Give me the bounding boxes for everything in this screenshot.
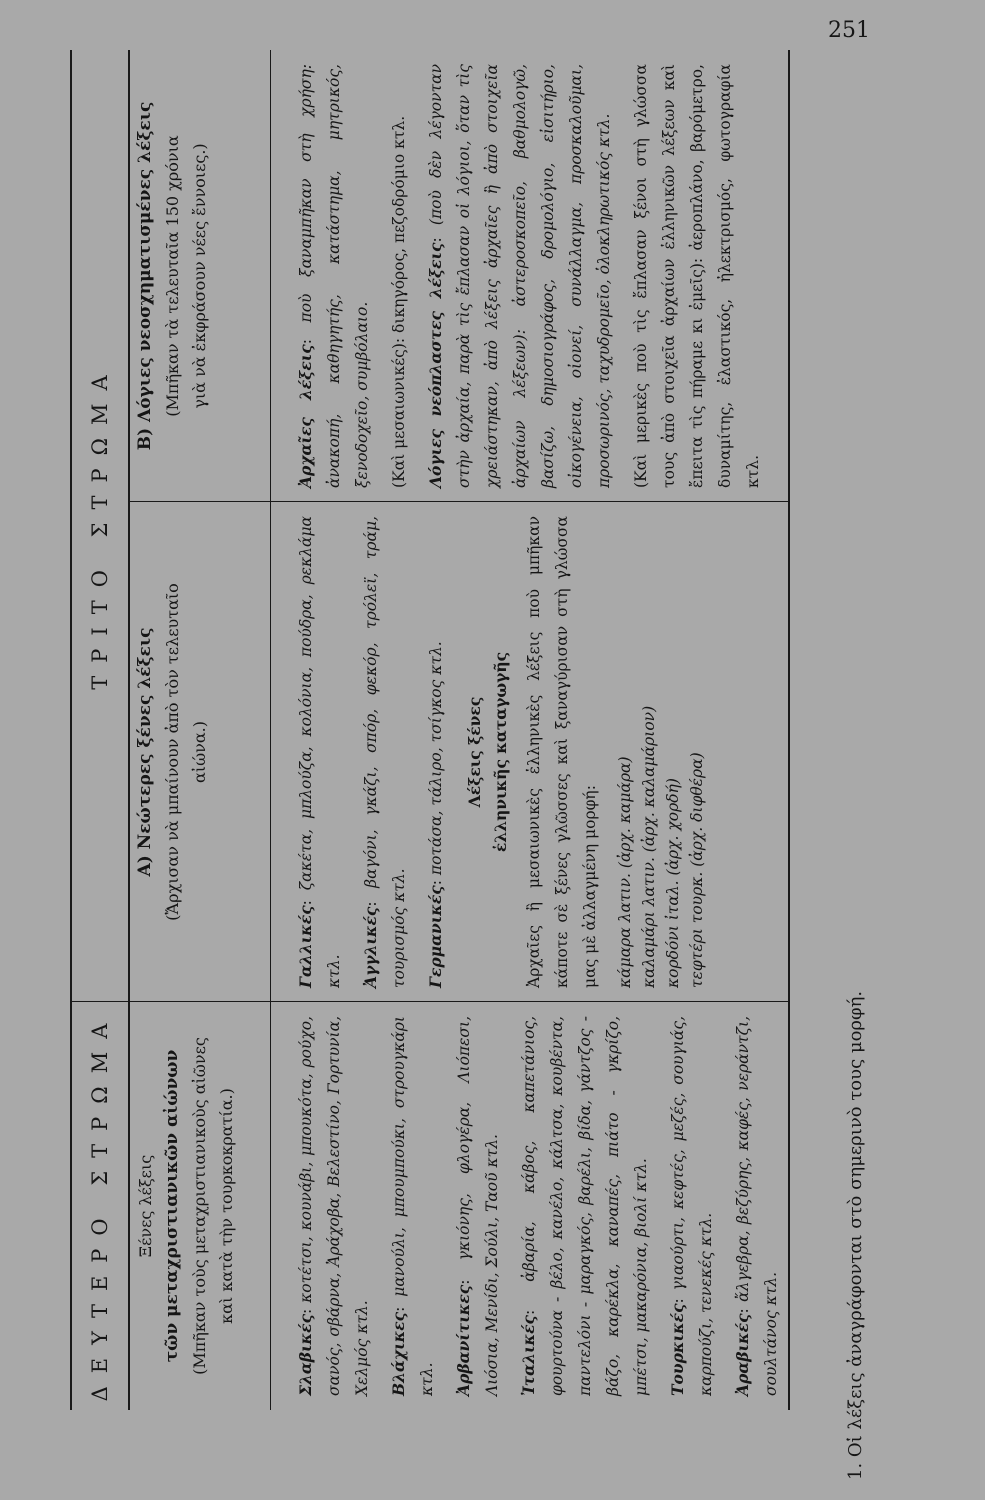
entry-paragraph: Ἀραβικές: ἄλγεβρα, βεζύρης, καφές, νεράντζι, σουλτάνος κτλ. bbox=[733, 1016, 780, 1396]
entry-label: Λόγιες νεόπλαστες λέξεις bbox=[426, 242, 445, 488]
entry-paragraph: Τουρκικές: γιαούρτι, κεφτές, μεζές, σουγιάς, καρπούζι, τενεκές κτλ. bbox=[668, 1015, 715, 1396]
example-item: κάμαρα λατιν. (ἀρχ. καμάρα) bbox=[616, 756, 634, 988]
subheading-line: Λέξεις ξένες bbox=[465, 696, 484, 808]
heading-rule bbox=[270, 50, 271, 502]
band-title-second-layer: ΔΕΥΤΕΡΟ ΣΤΡΩΜΑ bbox=[88, 1010, 112, 1402]
example-item: τεφτέρι τουρκ. (ἀρχ. διφθέρα) bbox=[688, 752, 706, 988]
column-heading bbox=[132, 516, 213, 988]
entry-paragraph: Βλάχικες: μανούλι, μπουμπούκι, στρουγκάρι κτλ. bbox=[389, 1016, 436, 1396]
entry-label: Ἀρβανίτικες bbox=[454, 1284, 473, 1396]
column-learned-words bbox=[132, 50, 782, 502]
entry-text: γιαούρτι, κεφτές, μεζές, σουγιάς, καρπούζι, τενεκές κτλ. bbox=[669, 1015, 715, 1396]
heading-note: (Ἄρχισαν νὰ μπαίνουν ἀπὸ τὸν τελευταῖο bbox=[163, 583, 182, 921]
table-rotated bbox=[70, 50, 790, 1410]
heading-rule bbox=[270, 502, 271, 1002]
footnote bbox=[836, 860, 876, 1480]
entry-label: Βλάχικες bbox=[389, 1311, 408, 1396]
entry-text: ἀβαρία, κάβος, καπετάνιος, φουρτούνα - βέλο, κανέλο, κάλτσα, κουβέντα, παντελόνι - μαραγκός, βαρέλι, βίδα, γάντζος - βάζο, καρέκλα, καναπές, πιάτο - γκρίζο, μπέτσι, μακαρόνια, βιολί κτλ. bbox=[520, 1015, 650, 1396]
entry-label: Γαλλικές bbox=[296, 905, 315, 988]
top-rule bbox=[70, 50, 72, 1410]
example-item: καλαμάρι λατιν. (ἀρχ. καλαμάριον) bbox=[640, 705, 658, 988]
entry-label: Σλαβικές bbox=[296, 1313, 315, 1396]
entry-label: Ἀρχαῖες λέξεις bbox=[296, 344, 315, 488]
entry-text: (Καὶ μεσαιωνικές): δικηγόρος, πεζοδρόμιο κτλ. bbox=[390, 115, 408, 488]
entry-text: ποὺ ξαναμπῆκαν στὴ χρήση: ἀνακοπή, καθηγητής, κατάστημα, μητρικός, ξενοδοχεῖο, συμβόλαιο. bbox=[297, 63, 371, 488]
entry-label: Γερμανικές bbox=[426, 885, 445, 988]
heading-note: (Μπῆκαν τὰ τελευταῖα 150 χρόνια bbox=[163, 135, 182, 417]
column-heading bbox=[132, 1016, 240, 1396]
footnote-text: 1. Οἱ λέξεις ἀναγράφονται στὸ σημερινὸ τους μορφή. bbox=[845, 990, 866, 1480]
column-heading bbox=[132, 64, 213, 488]
subheading bbox=[462, 516, 514, 988]
column-foreign-words bbox=[132, 1002, 782, 1410]
heading-note: καὶ κατὰ τὴν τουρκοκρατία.) bbox=[217, 1088, 236, 1324]
entry-label: Ἀραβικές bbox=[733, 1313, 752, 1396]
subheading-line: ἑλληνικῆς καταγωγῆς bbox=[491, 651, 510, 853]
entry-text: γκιόνης, φλογέρα, Λιόπεσι, Λιόσια, Μενίδι, Σούλι, Ταοῦ κτλ. bbox=[455, 1015, 501, 1396]
entry-text: ποτάσα, τάλιρο, τσίγκος κτλ. bbox=[427, 641, 445, 876]
page-number: 251 bbox=[828, 18, 870, 43]
entry-text: ἄλγεβρα, βεζύρης, καφές, νεράντζι, σουλτάνος κτλ. bbox=[734, 1016, 780, 1396]
heading-title-bold: Β) Λόγιες νεοσχηματισμένες λέξεις bbox=[135, 101, 155, 451]
entry-paragraph: Σλαβικές: κοτέτσι, κουνάβι, μπουκότα, ρούχο, σανός, σβάρνα, Ἀράχοβα, Βελεστίνο, Γορτυνία, Χελμός κτλ. bbox=[296, 1016, 371, 1396]
entry-list bbox=[292, 516, 709, 988]
entry-paragraph: Γερμανικές: ποτάσα, τάλιρο, τσίγκος κτλ. bbox=[426, 641, 445, 988]
heading-note: (Μπῆκαν τοὺς μεταχριστιανικοὺς αἰῶνες bbox=[190, 1037, 209, 1375]
entry-paragraph: Γαλλικές: ζακέτα, μπλούζα, κολόνια, πούδρα, ρεκλάμα κτλ. bbox=[296, 516, 343, 988]
entry-label: Ἰταλικές bbox=[519, 1315, 538, 1396]
example-item: κορδόνι ἰταλ. (ἀρχ. χορδή) bbox=[664, 778, 682, 988]
entry-text: κοτέτσι, κουνάβι, μπουκότα, ρούχο, σανός, σβάρνα, Ἀράχοβα, Βελεστίνο, Γορτυνία, Χελμός κτλ. bbox=[297, 1016, 371, 1396]
band-rule bbox=[128, 50, 130, 1410]
entry-paragraph: Ἰταλικές: ἀβαρία, κάβος, καπετάνιος, φουρτούνα - βέλο, κανέλο, κάλτσα, κουβέντα, παντελόνι - μαραγκός, βαρέλι, βίδα, γάντζος - βάζο, καρέκλα, καναπές, πιάτο - γκρίζο, μπέτσι, μακαρόνια, βιολί κτλ. bbox=[519, 1015, 650, 1396]
entry-paragraph: Λόγιες νεόπλαστες λέξεις: (ποὺ δὲν λέγονταν στὴν ἀρχαία, παρὰ τὶς ἔπλασαν οἱ λόγιοι, ὅταν τὶς χρειάστηκαν, ἀπὸ λέξεις ἀρχαῖες ἢ ἀπὸ στοιχεῖα ἀρχαίων λέξεων): ἀστεροσκοπεῖο, βαθμολογῶ, βασίζω, δημοσιογράφος, δρομολόγιο, εἰσιτήριο, οἰκογένεια, οἰονεί, συνάλλαγμα, προσκαλοῦμαι, προσωρινός, ταχυδρομεῖο, ὁλοκληρωτικός κτλ. bbox=[426, 64, 613, 488]
band-title-third-layer: ΤΡΙΤΟ ΣΤΡΩΜΑ bbox=[88, 362, 112, 690]
entry-text: (ποὺ δὲν λέγονταν στὴν ἀρχαία, παρὰ τὶς ἔπλασαν οἱ λόγιοι, ὅταν τὶς χρειάστηκαν, ἀπὸ λέξεις ἀρχαῖες ἢ ἀπὸ στοιχεῖα ἀρχαίων λέξεων): ἀστεροσκοπεῖο, βαθμολογῶ, βασίζω, δημοσιογράφος, δρομολόγιο, εἰσιτήριο, οἰκογένεια, οἰονεί, συνάλλαγμα, προσκαλοῦμαι, προσωρινός, ταχυδρομεῖο, ὁλοκληρωτικός κτλ. bbox=[427, 64, 613, 488]
entry-text: βαγόνι, γκάζι, σπόρ, φεκόρ, τρόλεϊ, τράμ, τουρισμός κτλ. bbox=[362, 516, 408, 988]
column-newer-foreign-words bbox=[132, 502, 782, 1002]
entry-label: Ἀγγλικές bbox=[361, 906, 380, 988]
entry-paragraph: Ἀρχαῖες ἢ μεσαιωνικὲς ἑλληνικὲς λέξεις ποὺ μπῆκαν κάποτε σὲ ξένες γλῶσσες καὶ ξαναγύρισαν στὴ γλώσσα μας μὲ ἀλλαγμένη μορφή: bbox=[525, 516, 599, 988]
entry-list bbox=[292, 64, 776, 488]
entry-paragraph: Ἀρχαῖες λέξεις: ποὺ ξαναμπῆκαν στὴ χρήση: ἀνακοπή, καθηγητής, κατάστημα, μητρικός, ξενοδοχεῖο, συμβόλαιο. bbox=[296, 63, 371, 488]
entry-list bbox=[292, 1016, 794, 1396]
entry-paragraph: Ἀρβανίτικες: γκιόνης, φλογέρα, Λιόπεσι, Λιόσια, Μενίδι, Σούλι, Ταοῦ κτλ. bbox=[454, 1015, 501, 1396]
entry-text: μανούλι, μπουμπούκι, στρουγκάρι κτλ. bbox=[390, 1016, 436, 1396]
heading-note: αἰώνα.) bbox=[190, 721, 209, 783]
entry-label: Τουρκικές bbox=[668, 1303, 687, 1396]
entry-text: ζακέτα, μπλούζα, κολόνια, πούδρα, ρεκλάμα κτλ. bbox=[297, 516, 343, 988]
heading-title-bold: τῶν μεταχριστιανικῶν αἰώνων bbox=[162, 1049, 182, 1363]
heading-title-bold: Α) Νεώτερες ξένες λέξεις bbox=[135, 627, 155, 877]
entry-paragraph: Ἀγγλικές: βαγόνι, γκάζι, σπόρ, φεκόρ, τρόλεϊ, τράμ, τουρισμός κτλ. bbox=[361, 516, 408, 988]
entry-paragraph bbox=[385, 64, 413, 488]
entry-paragraph bbox=[627, 64, 767, 488]
entry-text: (Καὶ μερικὲς ποὺ τὶς ἔπλασαν ξένοι στὴ γλώσσα τους ἀπὸ στοιχεῖα ἀρχαίων ἑλληνικῶν λέξεων καὶ ἔπειτα τὶς πήραμε κι ἐμεῖς): ἀεροπλάνο, βαρόμετρο, δυναμίτης, ἐλαστικός, ἠλεκτρισμός, φωτογραφία κτλ. bbox=[632, 64, 762, 488]
heading-rule bbox=[270, 1002, 271, 1410]
heading-note: γιὰ νὰ ἐκφράσουν νέες ἔννοιες.) bbox=[190, 143, 209, 409]
examples-list bbox=[613, 516, 709, 988]
heading-title: Ξένες λέξεις bbox=[136, 1154, 155, 1258]
